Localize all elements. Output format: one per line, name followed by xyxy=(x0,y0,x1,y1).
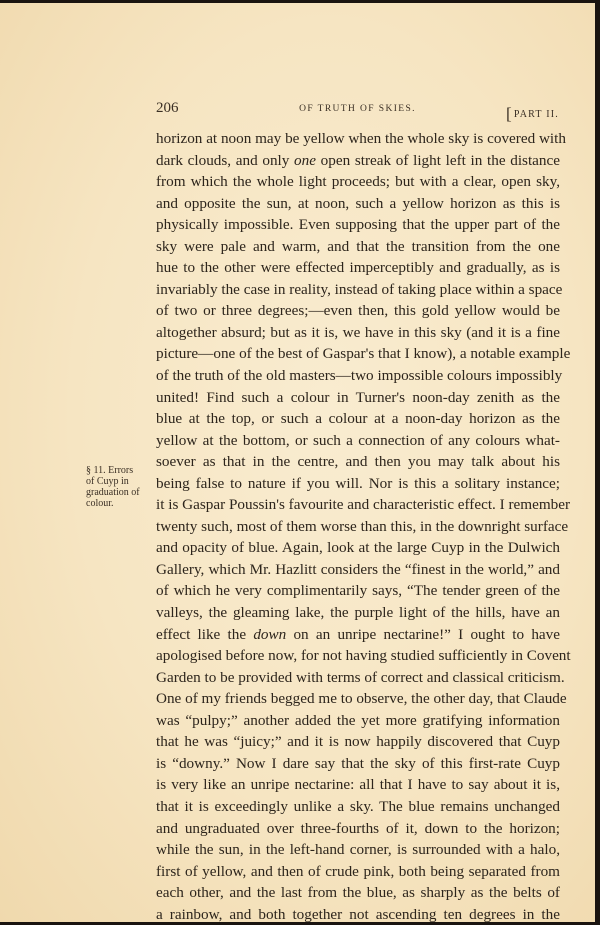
sidenote-line: graduation of xyxy=(86,487,140,498)
text-line: hue to the other were effected imperceptibly and gradually, as is xyxy=(156,259,560,277)
text-line: and opposite the sun, at noon, such a yellow horizon as this is xyxy=(156,194,560,212)
text-line: Gallery, which Mr. Hazlitt considers the “finest in the world,” and xyxy=(156,560,560,578)
text-line: from which the whole light proceeds; but with a clear, open sky, xyxy=(156,173,560,191)
text-line: yellow at the bottom, or such a connection of any colours what- xyxy=(156,431,560,449)
text-line: physically impossible. Even supposing that the upper part of the xyxy=(156,216,560,234)
text-line: valleys, the gleaming lake, the purple light of the hills, have an xyxy=(156,604,560,622)
text-line: being false to nature if you will. Nor is this a solitary instance; xyxy=(156,474,560,492)
text-line: apologised before now, for not having studied sufficiently in Covent xyxy=(156,647,571,665)
text-line: dark clouds, and only one open streak of light left in the distance xyxy=(156,151,560,169)
text-line: of which he very complimentarily says, “The tender green of the xyxy=(156,582,560,600)
sidenote-line: colour. xyxy=(86,498,114,509)
text-line: while the sun, in the left-hand corner, is surrounded with a halo, xyxy=(156,841,560,859)
text-line: that it is exceedingly unlike a sky. The blue remains unchanged xyxy=(156,797,560,815)
text-line: and ungraduated over three-fourths of it, down to the horizon; xyxy=(156,819,560,837)
text-line: of the truth of the old masters—two impossible colours impossibly xyxy=(156,367,563,385)
page-number: 206 xyxy=(156,100,179,116)
text-line: a rainbow, and both together not ascending ten degrees in the xyxy=(156,905,560,923)
text-line: horizon at noon may be yellow when the whole sky is covered with xyxy=(156,130,566,147)
text-line: sky were pale and warm, and that the transition from the one xyxy=(156,237,560,255)
text-line: of two or three degrees;—even then, this gold yellow would be xyxy=(156,302,560,320)
running-head xyxy=(156,100,559,123)
sidenote-line: of Cuyp in xyxy=(86,476,129,487)
text-line: it is Gaspar Poussin's favourite and characteristic effect. I remember xyxy=(156,496,571,514)
text-line: united! Find such a colour in Turner's noon-day zenith as the xyxy=(156,388,560,406)
text-line: is very like an unripe nectarine: all that I have to say about it is, xyxy=(156,776,560,794)
text-line: and opacity of blue. Again, look at the large Cuyp in the Dulwich xyxy=(156,539,560,557)
text-line: first of yellow, and then of crude pink, both being separated from xyxy=(156,862,560,880)
margin-sidenote xyxy=(86,465,156,509)
text-line: twenty such, most of them worse than this, in the downright surface xyxy=(156,517,569,535)
text-line: picture—one of the best of Gaspar's that I know), a notable example xyxy=(156,345,571,363)
text-line: soever as that in the centre, and then you may talk about his xyxy=(156,453,560,471)
text-line: altogether absurd; but as it is, we have in this sky (and it is a fine xyxy=(156,323,560,341)
text-line: each other, and the last from the blue, as sharply as the belts of xyxy=(156,884,560,902)
chapter-title: OF TRUTH OF SKIES. xyxy=(299,104,416,114)
text-line: blue at the top, or such a colour at a noon-day horizon as the xyxy=(156,410,560,428)
italic-word: down xyxy=(253,625,287,643)
text-line: Garden to be provided with terms of correct and classical criticism. xyxy=(156,668,565,686)
body-text xyxy=(156,128,571,925)
text-line: effect like the down on an unripe nectarine!” I ought to have xyxy=(156,625,560,643)
sidenote-line: § 11. Errors xyxy=(86,465,134,476)
text-line: is “downy.” Now I dare say that the sky of this first-rate Cuyp xyxy=(156,754,560,772)
text-line: One of my friends begged me to observe, the other day, that Claude xyxy=(156,690,567,708)
italic-word: one xyxy=(294,151,316,169)
text-line: that he was “juicy;” and it is now happily discovered that Cuyp xyxy=(156,733,560,751)
text-line: invariably the case in reality, instead of taking place within a space xyxy=(156,280,563,298)
book-page xyxy=(0,3,595,922)
text-line: was “pulpy;” another added the yet more gratifying information xyxy=(156,711,560,729)
part-bracket: [ xyxy=(506,104,513,123)
part-label xyxy=(506,102,559,122)
part-text: PART II. xyxy=(513,109,559,120)
